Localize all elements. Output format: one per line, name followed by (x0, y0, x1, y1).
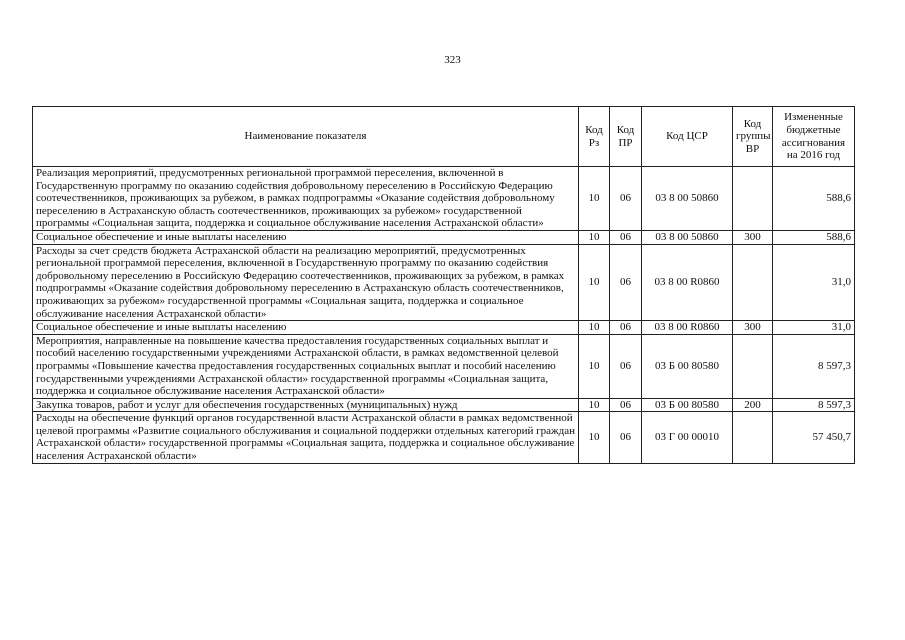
row-rz: 10 (579, 167, 610, 231)
row-name: Мероприятия, направленные на повышение качества предоставления государственных социальных выплат и пособий населению государственными учреждениями Астраханской области, в рамках ведомственной целевой программы «Повышение качества предоставления государственных социальных выплат и пособий населению государственными учреждениями Астраханской области» государственной программы «Социальная защита, поддержка и социальное обслуживание населения Астраханской области» (33, 334, 579, 398)
row-vr (733, 412, 773, 463)
row-csr: 03 Б 00 80580 (642, 398, 733, 412)
table-header-row (33, 107, 855, 167)
table-row (33, 244, 855, 321)
row-rz: 10 (579, 334, 610, 398)
page-number: 323 (444, 54, 461, 66)
row-csr: 03 8 00 50860 (642, 230, 733, 244)
row-name: Закупка товаров, работ и услуг для обеспечения государственных (муниципальных) нужд (33, 398, 579, 412)
row-pr: 06 (610, 398, 642, 412)
row-vr (733, 334, 773, 398)
row-pr: 06 (610, 321, 642, 335)
row-rz: 10 (579, 398, 610, 412)
row-vr (733, 167, 773, 231)
row-vr: 200 (733, 398, 773, 412)
row-csr: 03 Г 00 00010 (642, 412, 733, 463)
table-row (33, 321, 855, 335)
row-vr (733, 244, 773, 321)
row-sum: 57 450,7 (773, 412, 855, 463)
table-row (33, 398, 855, 412)
header-csr: Код ЦСР (642, 107, 733, 167)
row-sum: 31,0 (773, 244, 855, 321)
row-pr: 06 (610, 244, 642, 321)
row-csr: 03 Б 00 80580 (642, 334, 733, 398)
row-vr: 300 (733, 230, 773, 244)
row-pr: 06 (610, 412, 642, 463)
table-row (33, 412, 855, 463)
row-sum: 588,6 (773, 167, 855, 231)
row-name: Расходы за счет средств бюджета Астраханской области на реализацию мероприятий, предусмотренных региональной программой переселения, включенной в Государственную программу по оказанию содействия добровольному переселению в Российскую Федерацию соотечественников, проживающих за рубежом, в рамках подпрограммы «Оказание содействия добровольному переселению в Астраханскую область соотечественников, проживающих за рубежом» государственной программы «Социальная защита, поддержка и социальное обслуживание населения Астраханской области» (33, 244, 579, 321)
row-name: Расходы на обеспечение функций органов государственной власти Астраханской области в рамках ведомственной целевой программы «Развитие социального обслуживания и социальной поддержки отдельных категорий граждан Астраханской области» государственной программы «Социальная защита, поддержка и социальное обслуживание населения Астраханской области» (33, 412, 579, 463)
row-sum: 31,0 (773, 321, 855, 335)
row-sum: 588,6 (773, 230, 855, 244)
budget-table (32, 106, 855, 464)
table-row (33, 167, 855, 231)
table-row (33, 230, 855, 244)
header-rz: Код Рз (579, 107, 610, 167)
row-csr: 03 8 00 R0860 (642, 244, 733, 321)
row-name: Социальное обеспечение и иные выплаты населению (33, 321, 579, 335)
row-csr: 03 8 00 50860 (642, 167, 733, 231)
row-pr: 06 (610, 230, 642, 244)
row-vr: 300 (733, 321, 773, 335)
row-rz: 10 (579, 244, 610, 321)
row-sum: 8 597,3 (773, 334, 855, 398)
row-rz: 10 (579, 412, 610, 463)
row-pr: 06 (610, 167, 642, 231)
row-name: Реализация мероприятий, предусмотренных региональной программой переселения, включенной в Государственную программу по оказанию содействия добровольному переселению в Российскую Федерацию соотечественников, проживающих за рубежом, в рамках подпрограммы «Оказание содействия добровольному переселению в Астраханскую область соотечественников, проживающих за рубежом» государственной программы «Социальная защита, поддержка и социальное обслуживание населения Астраханской области» (33, 167, 579, 231)
header-name: Наименование показателя (33, 107, 579, 167)
header-pr: Код ПР (610, 107, 642, 167)
table-row (33, 334, 855, 398)
row-rz: 10 (579, 230, 610, 244)
row-pr: 06 (610, 334, 642, 398)
row-csr: 03 8 00 R0860 (642, 321, 733, 335)
header-sum: Измененные бюджетные ассигнования на 2016 год (773, 107, 855, 167)
row-name: Социальное обеспечение и иные выплаты населению (33, 230, 579, 244)
row-rz: 10 (579, 321, 610, 335)
row-sum: 8 597,3 (773, 398, 855, 412)
header-vr: Код группы ВР (733, 107, 773, 167)
